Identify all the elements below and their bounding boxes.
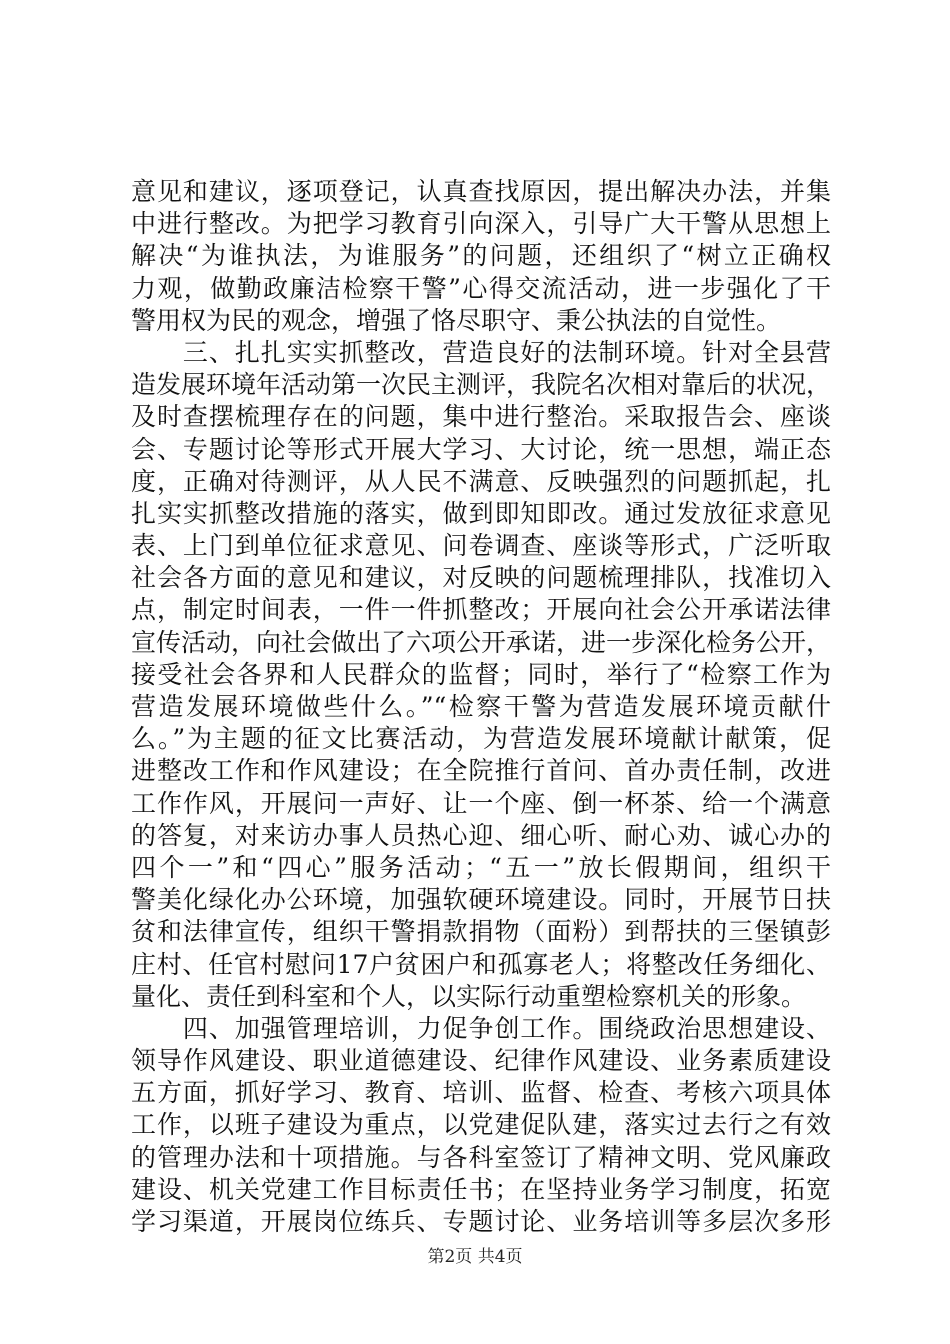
text-line: 警美化绿化办公环境，加强软硬环境建设。同时，开展节日扶: [131, 885, 831, 915]
text-line: 力观，做勤政廉洁检察干警”心得交流活动，进一步强化了干: [131, 273, 831, 303]
text-line: 造发展环境年活动第一次民主测评，我院名次相对靠后的状况，: [131, 370, 832, 400]
text-line: 量化、责任到科室和个人，以实际行动重塑检察机关的形象。: [131, 981, 807, 1011]
text-line: 度，正确对待测评，从人民不满意、反映强烈的问题抓起，扎: [131, 466, 831, 496]
text-line: 解决“为谁执法，为谁服务”的问题，还组织了“树立正确权: [131, 241, 831, 271]
text-line: 么。”为主题的征文比赛活动，为营造发展环境献计献策，促: [131, 724, 831, 754]
page-number-footer: 第2页 共4页: [427, 1247, 523, 1267]
text-line: 中进行整改。为把学习教育引向深入，引导广大干警从思想上: [131, 209, 831, 239]
text-line: 三、扎扎实实抓整改，营造良好的法制环境。针对全县营: [131, 337, 831, 367]
text-line: 五方面，抓好学习、教育、培训、监督、检查、考核六项具体: [131, 1078, 831, 1108]
text-line: 的答复，对来访办事人员热心迎、细心听、耐心劝、诚心办的: [131, 820, 831, 850]
document-body: [131, 176, 831, 1238]
text-line: 四个一”和“四心”服务活动；“五一”放长假期间，组织干: [131, 852, 831, 882]
text-line: 宣传活动，向社会做出了六项公开承诺，进一步深化检务公开，: [131, 627, 832, 657]
text-line: 扎实实抓整改措施的落实，做到即知即改。通过发放征求意见: [131, 498, 831, 528]
text-line: 四、加强管理培训，力促争创工作。围绕政治思想建设、: [131, 1013, 831, 1043]
text-line: 工作，以班子建设为重点，以党建促队建，落实过去行之有效: [131, 1110, 831, 1140]
text-line: 的管理办法和十项措施。与各科室签订了精神文明、党风廉政: [131, 1142, 831, 1172]
text-line: 表、上门到单位征求意见、问卷调查、座谈等形式，广泛听取: [131, 531, 831, 561]
text-line: 营造发展环境做些什么。”“检察干警为营造发展环境贡献什: [131, 692, 831, 721]
text-line: 进整改工作和作风建设；在全院推行首问、首办责任制，改进: [131, 756, 831, 786]
text-line: 警用权为民的观念，增强了恪尽职守、秉公执法的自觉性。: [131, 305, 782, 335]
text-line: 工作作风，开展问一声好、让一个座、倒一杯茶、给一个满意: [131, 788, 831, 818]
text-line: 会、专题讨论等形式开展大学习、大讨论，统一思想，端正态: [131, 434, 831, 464]
text-line: 及时查摆梳理存在的问题，集中进行整治。采取报告会、座谈: [131, 402, 831, 432]
text-line: 学习渠道，开展岗位练兵、专题讨论、业务培训等多层次多形: [131, 1207, 831, 1236]
text-line: 建设、机关党建工作目标责任书；在坚持业务学习制度，拓宽: [131, 1174, 831, 1204]
text-line: 庄村、任官村慰问17户贫困户和孤寡老人；将整改任务细化、: [131, 949, 831, 979]
text-line: 意见和建议，逐项登记，认真查找原因，提出解决办法，并集: [131, 177, 831, 206]
text-line: 贫和法律宣传，组织干警捐款捐物（面粉）到帮扶的三堡镇彭: [131, 917, 831, 947]
text-line: 领导作风建设、职业道德建设、纪律作风建设、业务素质建设: [131, 1046, 831, 1076]
text-line: 点，制定时间表，一件一件抓整改；开展向社会公开承诺法律: [131, 595, 831, 625]
text-line: 接受社会各界和人民群众的监督；同时，举行了“检察工作为: [131, 659, 831, 689]
text-line: 社会各方面的意见和建议，对反映的问题梳理排队，找准切入: [131, 563, 831, 593]
